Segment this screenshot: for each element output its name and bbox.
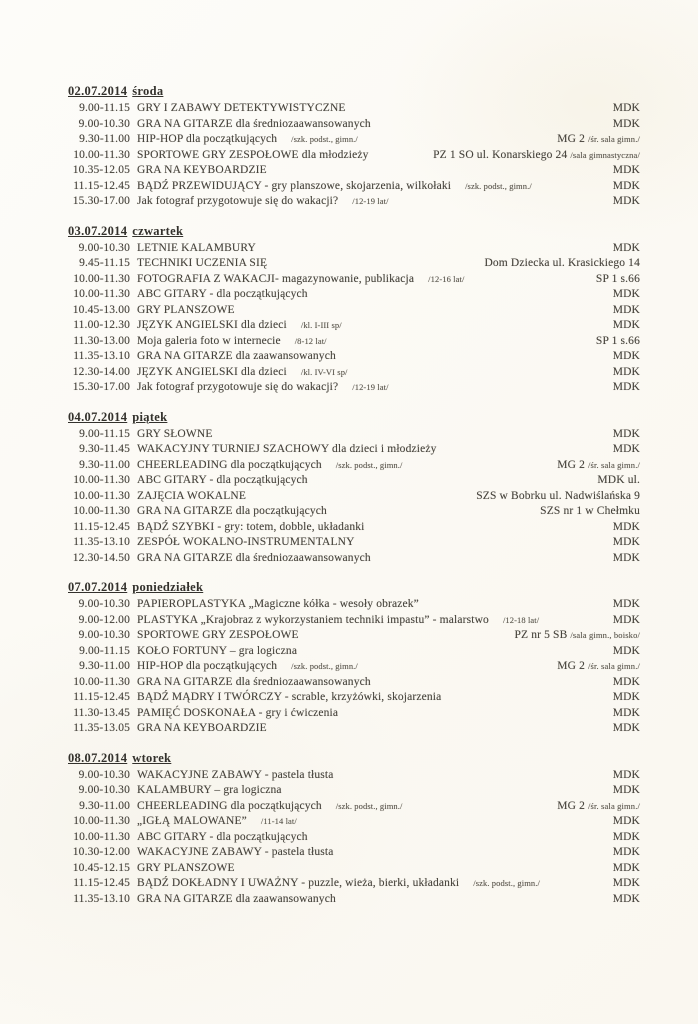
day-heading-dayname: piątek (132, 409, 168, 424)
activity-time: 11.35-13.10 (73, 892, 130, 905)
activity-time: 10.00-11.30 (73, 505, 130, 517)
activity-location: MDK (612, 722, 640, 734)
activity-location: MDK (612, 536, 640, 548)
schedule-row (68, 272, 640, 288)
activity-location: PZ nr 5 SB (514, 629, 568, 641)
schedule-row (68, 675, 640, 691)
day-section (68, 580, 640, 737)
day-heading (68, 751, 640, 766)
schedule-row (68, 721, 640, 737)
activity-location: PZ 1 SO ul. Konarskiego 24 (433, 148, 568, 161)
activity-location: MDK (612, 706, 640, 719)
activity-title: CHEERLEADING dla początkujących (137, 458, 322, 471)
activity-title: TECHNIKI UCZENIA SIĘ (137, 257, 268, 269)
activity-location: MG 2 (557, 660, 586, 672)
schedule-row (68, 706, 640, 722)
activity-location: MDK (612, 644, 640, 657)
activity-title: BĄDŹ PRZEWIDUJĄCY - gry planszowe, skojarzenia, wilkołaki (137, 179, 452, 192)
activity-time: 10.45-13.00 (72, 303, 130, 316)
schedule-row (68, 241, 640, 257)
schedule-row (68, 365, 640, 381)
activity-time: 10.00-11.30 (73, 288, 130, 300)
activity-time: 9.00-11.15 (79, 644, 130, 657)
schedule-row (68, 256, 640, 272)
activity-location: SP 1 s.66 (595, 272, 640, 285)
day-section (68, 224, 640, 396)
schedule-row (68, 287, 640, 303)
activity-title: KALAMBURY – gra logiczna (137, 784, 282, 796)
activity-title: Moja galeria foto w internecie (137, 334, 281, 347)
activity-time: 10.45-12.15 (72, 861, 130, 874)
activity-location: MDK (612, 443, 640, 455)
activity-location: MDK (612, 691, 640, 703)
activity-location: MDK (612, 117, 640, 130)
activity-location: MDK (612, 241, 640, 254)
activity-title: SPORTOWE GRY ZESPOŁOWE dla młodzieży (137, 148, 369, 161)
day-heading-date: 04.07.2014 (68, 409, 128, 424)
schedule-row (68, 194, 640, 210)
activity-time: 10.35-12.05 (72, 164, 130, 176)
day-heading-dayname: poniedziałek (132, 580, 204, 594)
activity-title: PLASTYKA „Krajobraz z wykorzystaniem techniki impastu” - malarstwo (137, 613, 489, 626)
activity-time: 9.00-10.30 (78, 598, 130, 610)
activity-title: GRA NA GITARZE dla średniozaawansowanych (137, 551, 371, 564)
schedule-row (68, 442, 640, 458)
day-heading-date: 07.07.2014 (68, 580, 128, 594)
activity-title: FOTOGRAFIA Z WAKACJI- magazynowanie, publikacja (137, 272, 415, 285)
activity-location: MDK (612, 551, 640, 564)
schedule-row (68, 101, 640, 117)
schedule-row (68, 861, 640, 877)
activity-title: „IGŁĄ MALOWANE” (137, 815, 247, 827)
activity-title: BĄDŹ SZYBKI - gry: totem, dobble, układanki (137, 520, 365, 533)
activity-location: MDK (612, 179, 640, 192)
activity-time: 10.00-11.30 (73, 272, 130, 285)
activity-qualifier: /szk. podst., gimn./ (465, 180, 532, 191)
activity-title: ZESPÓŁ WOKALNO-INSTRUMENTALNY (137, 536, 355, 548)
activity-time: 15.30-17.00 (72, 195, 130, 207)
activity-location: MDK (612, 830, 640, 843)
activity-location: MG 2 (557, 799, 586, 812)
activity-title: JĘZYK ANGIELSKI dla dzieci (137, 365, 287, 378)
schedule-row (68, 613, 640, 629)
activity-location-note: /śr. sala gimn./ (588, 134, 640, 144)
day-heading (68, 84, 640, 99)
activity-time: 11.15-12.45 (73, 691, 130, 703)
activity-title: ABC GITARY - dla początkujących (137, 830, 308, 843)
activity-time: 11.15-12.45 (73, 179, 130, 192)
activity-time: 12.30-14.00 (72, 365, 130, 378)
activity-time: 11.35-13.10 (73, 536, 130, 548)
activity-title: GRY SŁOWNE (137, 427, 213, 440)
day-heading-date: 03.07.2014 (68, 223, 128, 238)
activity-time: 11.30-13.45 (73, 706, 130, 719)
activity-location: MG 2 (557, 458, 586, 471)
schedule-row (68, 117, 640, 133)
activity-time: 9.00-11.15 (79, 102, 130, 114)
activity-title: BĄDŹ DOKŁADNY I UWAŻNY - puzzle, wieża, bierki, układanki (137, 877, 460, 889)
activity-time: 9.00-10.30 (78, 241, 130, 254)
activity-qualifier: /8-12 lat/ (294, 335, 327, 346)
schedule-row (68, 163, 640, 179)
activity-time: 11.30-13.00 (73, 334, 130, 347)
activity-qualifier: /12-19 lat/ (352, 382, 389, 392)
schedule-row (68, 427, 640, 443)
activity-time: 15.30-17.00 (72, 381, 130, 393)
activity-title: ABC GITARY - dla początkujących (137, 474, 308, 486)
activity-qualifier: /12-16 lat/ (428, 273, 465, 284)
schedule-row (68, 179, 640, 195)
day-section (68, 410, 640, 567)
activity-title: JĘZYK ANGIELSKI dla dzieci (137, 319, 287, 331)
activity-location: MDK (612, 598, 640, 610)
activity-location: MDK (612, 381, 640, 393)
schedule-row (68, 628, 640, 644)
schedule-row (68, 380, 640, 396)
activity-location: MDK (612, 288, 640, 300)
schedule-row (68, 303, 640, 319)
activity-location-note: /śr. sala gimn./ (588, 661, 640, 671)
day-heading (68, 224, 640, 239)
schedule-row (68, 876, 640, 892)
activity-qualifier: /12-18 lat/ (502, 614, 540, 625)
activity-qualifier: /szk. podst., gimn./ (335, 459, 403, 470)
activity-qualifier: /szk. podst., gimn./ (291, 134, 358, 144)
schedule-row (68, 458, 640, 474)
schedule-row (68, 349, 640, 365)
schedule-row (68, 783, 640, 799)
activity-location: MDK (612, 877, 640, 889)
schedule-row (68, 845, 640, 861)
day-heading-date: 02.07.2014 (68, 84, 128, 98)
activity-location: Dom Dziecka ul. Krasickiego 14 (484, 257, 640, 269)
activity-time: 11.15-12.45 (73, 877, 130, 889)
activity-location: MDK (612, 892, 640, 905)
schedule-row (68, 334, 640, 350)
activity-time: 9.00-12.00 (78, 613, 130, 626)
activity-time: 9.00-10.30 (78, 768, 130, 781)
activity-time: 10.30-12.00 (72, 846, 130, 858)
activity-time: 9.30-11.00 (79, 660, 130, 672)
schedule-row (68, 473, 640, 489)
activity-location: MDK (612, 846, 640, 858)
activity-title: GRY PLANSZOWE (137, 303, 235, 316)
activity-location-note: /sala gimn., boisko/ (570, 630, 640, 640)
activity-location: MDK (612, 861, 640, 874)
activity-title: ZAJĘCIA WOKALNE (137, 489, 247, 502)
activity-title: ABC GITARY - dla początkujących (137, 288, 308, 300)
activity-title: PAMIĘĆ DOSKONAŁA - gry i ćwiczenia (137, 706, 339, 719)
activity-location: SZS nr 1 w Chełmku (540, 505, 640, 517)
activity-location: MDK (612, 613, 640, 626)
day-heading-date: 08.07.2014 (68, 750, 128, 765)
activity-title: Jak fotograf przygotowuje się do wakacji? (137, 195, 339, 207)
activity-location-note: /śr. sala gimn./ (588, 800, 640, 811)
day-heading-dayname: wtorek (132, 750, 172, 765)
activity-location-note: /sala gimnastyczna/ (570, 149, 640, 160)
activity-location: MDK (612, 675, 640, 688)
day-heading-dayname: środa (132, 84, 164, 98)
activity-title: HIP-HOP dla początkujących (137, 133, 278, 145)
schedule-row (68, 768, 640, 784)
schedule-row (68, 504, 640, 520)
activity-title: GRA NA GITARZE dla średniozaawansowanych (137, 117, 371, 130)
schedule-row (68, 520, 640, 536)
activity-location: MDK (612, 303, 640, 316)
day-heading (68, 580, 640, 595)
activity-location: MDK (612, 520, 640, 533)
activity-location: MG 2 (557, 133, 586, 145)
schedule-row (68, 318, 640, 334)
activity-time: 10.00-11.30 (73, 815, 130, 827)
activity-title: GRY PLANSZOWE (137, 861, 235, 874)
activity-location: MDK (612, 768, 640, 781)
day-section (68, 84, 640, 210)
activity-qualifier: /szk. podst., gimn./ (291, 661, 358, 671)
schedule-row (68, 644, 640, 660)
schedule-row (68, 892, 640, 908)
activity-location: MDK (612, 815, 640, 827)
day-heading-dayname: czwartek (132, 223, 184, 238)
activity-title: KOŁO FORTUNY – gra logiczna (137, 644, 298, 657)
activity-time: 9.00-11.15 (79, 427, 130, 440)
activity-title: WAKACYJNE ZABAWY - pastela tłusta (137, 768, 334, 781)
activity-location: MDK (612, 319, 640, 331)
day-heading (68, 410, 640, 425)
activity-location: MDK (612, 365, 640, 378)
activity-title: GRA NA GITARZE dla średniozaawansowanych (137, 675, 371, 688)
activity-time: 11.00-12.30 (73, 319, 130, 331)
activity-title: GRY I ZABAWY DETEKTYWISTYCZNE (137, 102, 346, 114)
activity-qualifier: /kl. IV-VI sp/ (300, 366, 348, 377)
activity-time: 10.00-11.30 (73, 474, 130, 486)
activity-time: 9.45-11.15 (79, 257, 130, 269)
activity-time: 11.35-13.05 (73, 722, 130, 734)
schedule-row (68, 597, 640, 613)
activity-location: SP 1 s.66 (595, 334, 640, 347)
activity-time: 10.00-11.30 (73, 830, 130, 843)
activity-qualifier: /kl. I-III sp/ (300, 320, 342, 330)
activity-time: 9.00-10.30 (78, 629, 130, 641)
activity-title: CHEERLEADING dla początkujących (137, 799, 322, 812)
activity-location: MDK (612, 427, 640, 440)
schedule-row (68, 551, 640, 567)
activity-title: Jak fotograf przygotowuje się do wakacji? (137, 381, 339, 393)
schedule-row (68, 489, 640, 505)
activity-location: MDK (612, 102, 640, 114)
schedule-row (68, 814, 640, 830)
schedule-row (68, 799, 640, 815)
activity-time: 9.30-11.00 (79, 133, 130, 145)
activity-location: MDK (612, 164, 640, 176)
activity-time: 9.00-10.30 (78, 784, 130, 796)
activity-title: GRA NA GITARZE dla zaawansowanych (137, 892, 336, 905)
schedule-row (68, 148, 640, 164)
activity-time: 10.00-11.30 (73, 675, 130, 688)
activity-title: HIP-HOP dla początkujących (137, 660, 278, 672)
schedule-row (68, 535, 640, 551)
activity-time: 12.30-14.50 (72, 551, 130, 564)
activity-location: SZS w Bobrku ul. Nadwiślańska 9 (476, 489, 640, 502)
activity-time: 9.30-11.00 (79, 458, 130, 471)
activity-title: WAKACYJNY TURNIEJ SZACHOWY dla dzieci i młodzieży (137, 443, 437, 455)
activity-qualifier: /12-19 lat/ (352, 196, 389, 206)
day-section (68, 751, 640, 908)
schedule-row (68, 659, 640, 675)
activity-title: BĄDŹ MĄDRY I TWÓRCZY - scrable, krzyżówki, skojarzenia (137, 691, 442, 703)
activity-location-note: /śr. sala gimn./ (588, 459, 640, 470)
activity-title: PAPIEROPLASTYKA „Magiczne kółka - wesoły obrazek” (137, 598, 419, 610)
activity-time: 9.30-11.45 (79, 443, 130, 455)
activity-qualifier: /11-14 lat/ (260, 816, 297, 826)
activity-title: WAKACYJNE ZABAWY - pastela tłusta (137, 846, 334, 858)
activity-title: GRA NA KEYBOARDZIE (137, 722, 267, 734)
schedule-row (68, 830, 640, 846)
activity-qualifier: /szk. podst., gimn./ (473, 878, 540, 888)
activity-time: 10.00-11.30 (73, 489, 130, 502)
activity-title: LETNIE KALAMBURY (137, 241, 256, 254)
activity-time: 11.15-12.45 (73, 520, 130, 533)
schedule-sections (68, 84, 640, 907)
activity-time: 9.30-11.00 (79, 799, 130, 812)
activity-title: GRA NA GITARZE dla początkujących (137, 505, 327, 517)
schedule-row (68, 690, 640, 706)
activity-location: MDK ul. (597, 474, 640, 486)
activity-location: MDK (612, 784, 640, 796)
activity-title: GRA NA KEYBOARDZIE (137, 164, 267, 176)
activity-title: GRA NA GITARZE dla zaawansowanych (137, 350, 336, 362)
schedule-row (68, 132, 640, 148)
activity-title: SPORTOWE GRY ZESPOŁOWE (137, 629, 299, 641)
activity-location: MDK (612, 195, 640, 207)
activity-location: MDK (612, 350, 640, 362)
activity-qualifier: /szk. podst., gimn./ (335, 800, 403, 811)
activity-time: 10.00-11.30 (73, 148, 130, 161)
activity-time: 9.00-10.30 (78, 117, 130, 130)
activity-time: 11.35-13.10 (73, 350, 130, 362)
